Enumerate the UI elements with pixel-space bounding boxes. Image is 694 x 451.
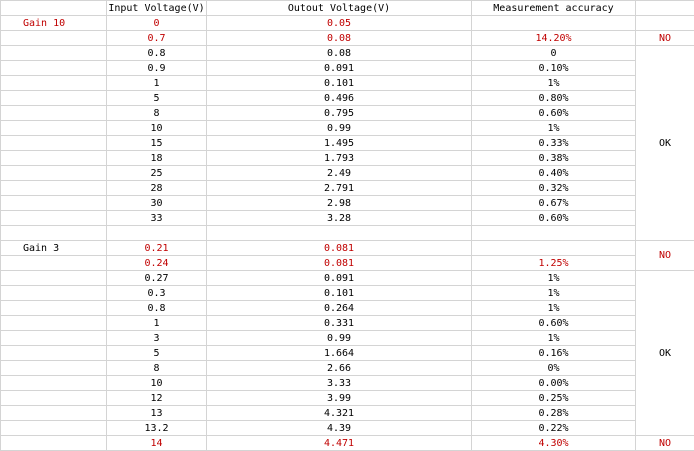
accuracy-cell[interactable]: 0.40% xyxy=(472,166,636,181)
result-cell[interactable]: NO xyxy=(636,436,694,451)
input-voltage-cell[interactable]: 0.21 xyxy=(107,241,207,256)
accuracy-cell[interactable]: 0.00% xyxy=(472,376,636,391)
table-row xyxy=(1,166,694,181)
output-voltage-cell[interactable]: 0.08 xyxy=(207,31,472,46)
input-voltage-cell[interactable]: 8 xyxy=(107,106,207,121)
output-voltage-cell[interactable]: 3.99 xyxy=(207,391,472,406)
table-body xyxy=(1,1,694,451)
output-voltage-cell[interactable]: 0.795 xyxy=(207,106,472,121)
row-label-cell[interactable] xyxy=(1,76,107,91)
accuracy-cell[interactable]: 1% xyxy=(472,331,636,346)
input-voltage-cell[interactable]: 0 xyxy=(107,16,207,31)
input-voltage-cell[interactable]: 0.3 xyxy=(107,286,207,301)
accuracy-cell[interactable]: 1% xyxy=(472,286,636,301)
output-voltage-cell[interactable]: 2.98 xyxy=(207,196,472,211)
input-voltage-cell[interactable]: 0.27 xyxy=(107,271,207,286)
accuracy-cell[interactable]: 1% xyxy=(472,271,636,286)
row-label-cell[interactable] xyxy=(1,391,107,406)
input-voltage-cell[interactable]: 28 xyxy=(107,181,207,196)
accuracy-cell[interactable]: 0.60% xyxy=(472,316,636,331)
accuracy-cell[interactable]: 0.60% xyxy=(472,106,636,121)
input-voltage-cell[interactable]: 5 xyxy=(107,91,207,106)
table-row xyxy=(1,346,694,361)
table-row xyxy=(1,286,694,301)
row-label-cell[interactable] xyxy=(1,436,107,451)
input-voltage-cell[interactable]: 13.2 xyxy=(107,421,207,436)
table-row xyxy=(1,106,694,121)
result-cell[interactable]: NO xyxy=(636,31,694,46)
row-label-cell[interactable] xyxy=(1,361,107,376)
output-voltage-cell[interactable]: 0.05 xyxy=(207,16,472,31)
output-voltage-cell[interactable]: 1.793 xyxy=(207,151,472,166)
table-row xyxy=(1,91,694,106)
output-voltage-cell[interactable]: 0.101 xyxy=(207,286,472,301)
row-label-cell[interactable] xyxy=(1,46,107,61)
accuracy-cell[interactable] xyxy=(472,226,636,241)
accuracy-cell[interactable]: 0.10% xyxy=(472,61,636,76)
result-cell[interactable]: OK xyxy=(636,46,694,241)
row-label-cell[interactable] xyxy=(1,136,107,151)
row-label-cell[interactable] xyxy=(1,226,107,241)
header-row xyxy=(1,1,694,16)
accuracy-cell[interactable]: 0.32% xyxy=(472,181,636,196)
input-voltage-cell[interactable]: 15 xyxy=(107,136,207,151)
row-label-cell[interactable] xyxy=(1,316,107,331)
accuracy-cell[interactable]: 0 xyxy=(472,46,636,61)
input-voltage-cell[interactable]: 0.9 xyxy=(107,61,207,76)
output-voltage-cell[interactable]: 0.264 xyxy=(207,301,472,316)
row-label-cell[interactable] xyxy=(1,256,107,271)
input-voltage-cell[interactable]: 10 xyxy=(107,121,207,136)
accuracy-cell[interactable]: 0.33% xyxy=(472,136,636,151)
output-voltage-cell[interactable]: 0.99 xyxy=(207,331,472,346)
output-voltage-cell[interactable]: 4.471 xyxy=(207,436,472,451)
output-voltage-cell[interactable]: 2.791 xyxy=(207,181,472,196)
input-voltage-cell[interactable]: 14 xyxy=(107,436,207,451)
accuracy-cell[interactable] xyxy=(472,241,636,256)
accuracy-cell[interactable]: 4.30% xyxy=(472,436,636,451)
table-row xyxy=(1,61,694,76)
accuracy-cell[interactable]: 1% xyxy=(472,301,636,316)
accuracy-cell[interactable]: 0.80% xyxy=(472,91,636,106)
header-blank-cell[interactable] xyxy=(1,1,107,16)
input-voltage-cell[interactable]: 0.8 xyxy=(107,46,207,61)
input-voltage-cell[interactable]: 30 xyxy=(107,196,207,211)
row-label-cell[interactable] xyxy=(1,151,107,166)
row-label-cell[interactable] xyxy=(1,181,107,196)
row-label-cell[interactable] xyxy=(1,106,107,121)
output-voltage-cell[interactable]: 0.091 xyxy=(207,271,472,286)
row-label-cell[interactable] xyxy=(1,421,107,436)
row-label-cell[interactable] xyxy=(1,286,107,301)
output-voltage-cell[interactable]: 1.495 xyxy=(207,136,472,151)
output-voltage-cell[interactable]: 0.081 xyxy=(207,256,472,271)
header-measurement-accuracy[interactable]: Measurement accuracy xyxy=(472,1,636,16)
input-voltage-cell[interactable]: 3 xyxy=(107,331,207,346)
table-row xyxy=(1,301,694,316)
accuracy-cell[interactable]: 0.60% xyxy=(472,211,636,226)
header-result-blank[interactable] xyxy=(636,1,694,16)
row-label-cell[interactable] xyxy=(1,166,107,181)
row-label-cell[interactable] xyxy=(1,346,107,361)
accuracy-cell[interactable]: 0.25% xyxy=(472,391,636,406)
table-row xyxy=(1,181,694,196)
header-output-voltage[interactable]: Outout Voltage(V) xyxy=(207,1,472,16)
input-voltage-cell[interactable]: 33 xyxy=(107,211,207,226)
header-input-voltage[interactable]: Input Voltage(V) xyxy=(107,1,207,16)
accuracy-cell[interactable]: 1.25% xyxy=(472,256,636,271)
accuracy-cell[interactable]: 1% xyxy=(472,76,636,91)
accuracy-cell[interactable] xyxy=(472,16,636,31)
output-voltage-cell[interactable]: 0.08 xyxy=(207,46,472,61)
input-voltage-cell[interactable]: 5 xyxy=(107,346,207,361)
table-row xyxy=(1,76,694,91)
row-label-cell[interactable] xyxy=(1,31,107,46)
output-voltage-cell[interactable]: 0.101 xyxy=(207,76,472,91)
row-label-cell[interactable] xyxy=(1,376,107,391)
result-cell[interactable]: NO xyxy=(636,241,694,271)
row-label-cell[interactable] xyxy=(1,61,107,76)
output-voltage-cell[interactable]: 2.66 xyxy=(207,361,472,376)
input-voltage-cell[interactable]: 13 xyxy=(107,406,207,421)
table-row xyxy=(1,136,694,151)
accuracy-cell[interactable]: 0.22% xyxy=(472,421,636,436)
output-voltage-cell[interactable]: 0.081 xyxy=(207,241,472,256)
output-voltage-cell[interactable]: 4.321 xyxy=(207,406,472,421)
input-voltage-cell[interactable]: 12 xyxy=(107,391,207,406)
accuracy-cell[interactable]: 0.67% xyxy=(472,196,636,211)
table-row xyxy=(1,241,694,256)
table-row xyxy=(1,331,694,346)
row-label-cell[interactable] xyxy=(1,331,107,346)
input-voltage-cell[interactable] xyxy=(107,226,207,241)
accuracy-cell[interactable]: 1% xyxy=(472,121,636,136)
row-label-cell[interactable] xyxy=(1,301,107,316)
accuracy-cell[interactable]: 14.20% xyxy=(472,31,636,46)
table-row xyxy=(1,196,694,211)
input-voltage-cell[interactable]: 1 xyxy=(107,316,207,331)
accuracy-cell[interactable]: 0% xyxy=(472,361,636,376)
input-voltage-cell[interactable]: 10 xyxy=(107,376,207,391)
row-label-cell[interactable] xyxy=(1,271,107,286)
result-cell[interactable]: OK xyxy=(636,271,694,436)
table-row xyxy=(1,271,694,286)
output-voltage-cell[interactable]: 0.496 xyxy=(207,91,472,106)
table-row xyxy=(1,436,694,451)
output-voltage-cell[interactable]: 3.33 xyxy=(207,376,472,391)
table-row xyxy=(1,46,694,61)
table-row xyxy=(1,31,694,46)
table-row xyxy=(1,421,694,436)
output-voltage-cell[interactable]: 3.28 xyxy=(207,211,472,226)
output-voltage-cell[interactable]: 0.091 xyxy=(207,61,472,76)
table-row xyxy=(1,361,694,376)
accuracy-cell[interactable]: 0.38% xyxy=(472,151,636,166)
table-row xyxy=(1,256,694,271)
row-label-cell[interactable] xyxy=(1,211,107,226)
table-row xyxy=(1,376,694,391)
row-label-cell[interactable]: Gain 3 xyxy=(1,241,107,256)
row-label-cell[interactable] xyxy=(1,121,107,136)
input-voltage-cell[interactable]: 8 xyxy=(107,361,207,376)
row-label-cell[interactable]: Gain 10 xyxy=(1,16,107,31)
table-row xyxy=(1,121,694,136)
table-row xyxy=(1,226,694,241)
output-voltage-cell[interactable]: 0.331 xyxy=(207,316,472,331)
input-voltage-cell[interactable]: 0.24 xyxy=(107,256,207,271)
output-voltage-cell[interactable]: 4.39 xyxy=(207,421,472,436)
row-label-cell[interactable] xyxy=(1,196,107,211)
table-row xyxy=(1,16,694,31)
output-voltage-cell[interactable]: 2.49 xyxy=(207,166,472,181)
table-row xyxy=(1,316,694,331)
row-label-cell[interactable] xyxy=(1,406,107,421)
input-voltage-cell[interactable]: 18 xyxy=(107,151,207,166)
input-voltage-cell[interactable]: 0.8 xyxy=(107,301,207,316)
accuracy-cell[interactable]: 0.16% xyxy=(472,346,636,361)
input-voltage-cell[interactable]: 25 xyxy=(107,166,207,181)
output-voltage-cell[interactable]: 0.99 xyxy=(207,121,472,136)
table-row xyxy=(1,406,694,421)
row-label-cell[interactable] xyxy=(1,91,107,106)
table-row xyxy=(1,151,694,166)
input-voltage-cell[interactable]: 1 xyxy=(107,76,207,91)
result-cell-empty[interactable] xyxy=(636,16,694,31)
output-voltage-cell[interactable] xyxy=(207,226,472,241)
table-row xyxy=(1,391,694,406)
output-voltage-cell[interactable]: 1.664 xyxy=(207,346,472,361)
input-voltage-cell[interactable]: 0.7 xyxy=(107,31,207,46)
accuracy-cell[interactable]: 0.28% xyxy=(472,406,636,421)
table-row xyxy=(1,211,694,226)
